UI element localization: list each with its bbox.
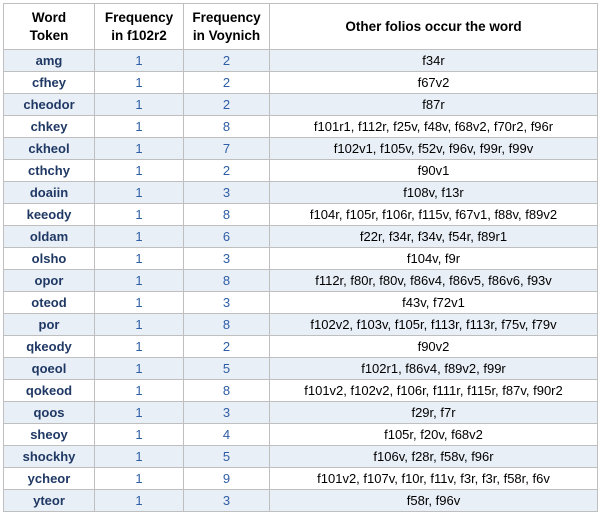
other-folios-cell: f29r, f7r: [270, 402, 598, 424]
header-other-folios: Other folios occur the word: [270, 4, 598, 50]
table-row: [4, 116, 598, 138]
frequency-f102r2-cell: 1: [95, 424, 184, 446]
frequency-voynich-cell: 3: [184, 182, 270, 204]
other-folios-cell: f105r, f20v, f68v2: [270, 424, 598, 446]
table-row: [4, 270, 598, 292]
frequency-f102r2-cell: 1: [95, 292, 184, 314]
frequency-f102r2-cell: 1: [95, 380, 184, 402]
other-folios-cell: f101v2, f102v2, f106r, f111r, f115r, f87v, f90r2: [270, 380, 598, 402]
table-wrapper: [3, 3, 598, 512]
other-folios-cell: f106v, f28r, f58v, f96r: [270, 446, 598, 468]
word-cell: shockhy: [4, 446, 95, 468]
frequency-voynich-cell: 8: [184, 204, 270, 226]
other-folios-cell: f90v1: [270, 160, 598, 182]
table-row: [4, 226, 598, 248]
frequency-f102r2-cell: 1: [95, 248, 184, 270]
other-folios-cell: f67v2: [270, 72, 598, 94]
frequency-f102r2-cell: 1: [95, 358, 184, 380]
table-row: [4, 204, 598, 226]
header-freq-v-line2: in Voynich: [192, 27, 261, 43]
word-cell: qkeody: [4, 336, 95, 358]
frequency-voynich-cell: 5: [184, 446, 270, 468]
word-cell: oteod: [4, 292, 95, 314]
table-row: [4, 72, 598, 94]
other-folios-cell: f102v1, f105v, f52v, f96v, f99r, f99v: [270, 138, 598, 160]
other-folios-cell: f102v2, f103v, f105r, f113r, f113r, f75v, f79v: [270, 314, 598, 336]
header-frequency-f102r2: [95, 4, 184, 50]
other-folios-cell: f104r, f105r, f106r, f115v, f67v1, f88v, f89v2: [270, 204, 598, 226]
frequency-voynich-cell: 5: [184, 358, 270, 380]
table-row: [4, 314, 598, 336]
word-cell: olsho: [4, 248, 95, 270]
other-folios-cell: f112r, f80r, f80v, f86v4, f86v5, f86v6, f93v: [270, 270, 598, 292]
frequency-voynich-cell: 8: [184, 380, 270, 402]
frequency-f102r2-cell: 1: [95, 50, 184, 72]
frequency-f102r2-cell: 1: [95, 138, 184, 160]
frequency-voynich-cell: 3: [184, 292, 270, 314]
word-cell: keeody: [4, 204, 95, 226]
table-row: [4, 490, 598, 512]
table-row: [4, 94, 598, 116]
other-folios-cell: f108v, f13r: [270, 182, 598, 204]
word-cell: oldam: [4, 226, 95, 248]
table-row: [4, 402, 598, 424]
other-folios-cell: f102r1, f86v4, f89v2, f99r: [270, 358, 598, 380]
word-frequency-table: [3, 3, 598, 512]
word-cell: opor: [4, 270, 95, 292]
word-cell: ycheor: [4, 468, 95, 490]
frequency-voynich-cell: 3: [184, 490, 270, 512]
frequency-f102r2-cell: 1: [95, 226, 184, 248]
frequency-voynich-cell: 8: [184, 116, 270, 138]
frequency-voynich-cell: 6: [184, 226, 270, 248]
word-cell: amg: [4, 50, 95, 72]
frequency-voynich-cell: 2: [184, 160, 270, 182]
word-cell: qoeol: [4, 358, 95, 380]
word-cell: cthchy: [4, 160, 95, 182]
header-word-token: [4, 4, 95, 50]
table-row: [4, 468, 598, 490]
frequency-f102r2-cell: 1: [95, 446, 184, 468]
table-row: [4, 160, 598, 182]
frequency-voynich-cell: 8: [184, 270, 270, 292]
frequency-f102r2-cell: 1: [95, 270, 184, 292]
other-folios-cell: f43v, f72v1: [270, 292, 598, 314]
header-freq-v-line1: Frequency: [192, 9, 261, 25]
header-freq-f-line1: Frequency: [104, 9, 174, 25]
header-row: [4, 4, 598, 50]
header-word-line1: Word: [31, 9, 67, 25]
other-folios-cell: f58r, f96v: [270, 490, 598, 512]
frequency-f102r2-cell: 1: [95, 490, 184, 512]
frequency-f102r2-cell: 1: [95, 94, 184, 116]
frequency-voynich-cell: 2: [184, 72, 270, 94]
header-word-line2: Token: [29, 27, 69, 43]
frequency-f102r2-cell: 1: [95, 160, 184, 182]
word-cell: doaiin: [4, 182, 95, 204]
frequency-f102r2-cell: 1: [95, 182, 184, 204]
other-folios-cell: f22r, f34r, f34v, f54r, f89r1: [270, 226, 598, 248]
frequency-voynich-cell: 3: [184, 248, 270, 270]
frequency-f102r2-cell: 1: [95, 72, 184, 94]
other-folios-cell: f34r: [270, 50, 598, 72]
table-row: [4, 248, 598, 270]
other-folios-cell: f90v2: [270, 336, 598, 358]
frequency-f102r2-cell: 1: [95, 314, 184, 336]
frequency-f102r2-cell: 1: [95, 336, 184, 358]
word-cell: ckheol: [4, 138, 95, 160]
word-cell: sheoy: [4, 424, 95, 446]
frequency-voynich-cell: 2: [184, 50, 270, 72]
word-cell: chkey: [4, 116, 95, 138]
frequency-voynich-cell: 3: [184, 402, 270, 424]
header-freq-f-line2: in f102r2: [111, 27, 167, 43]
word-cell: cheodor: [4, 94, 95, 116]
table-row: [4, 292, 598, 314]
other-folios-cell: f87r: [270, 94, 598, 116]
frequency-voynich-cell: 7: [184, 138, 270, 160]
table-row: [4, 336, 598, 358]
table-body: [4, 50, 598, 512]
table-row: [4, 358, 598, 380]
table-row: [4, 138, 598, 160]
frequency-voynich-cell: 4: [184, 424, 270, 446]
frequency-f102r2-cell: 1: [95, 116, 184, 138]
frequency-f102r2-cell: 1: [95, 204, 184, 226]
header-frequency-voynich: [184, 4, 270, 50]
word-cell: yteor: [4, 490, 95, 512]
other-folios-cell: f101v2, f107v, f10r, f11v, f3r, f3r, f58r, f6v: [270, 468, 598, 490]
frequency-voynich-cell: 8: [184, 314, 270, 336]
table-row: [4, 182, 598, 204]
word-cell: cfhey: [4, 72, 95, 94]
word-cell: qokeod: [4, 380, 95, 402]
table-row: [4, 446, 598, 468]
frequency-f102r2-cell: 1: [95, 402, 184, 424]
other-folios-cell: f101r1, f112r, f25v, f48v, f68v2, f70r2, f96r: [270, 116, 598, 138]
frequency-voynich-cell: 9: [184, 468, 270, 490]
word-cell: qoos: [4, 402, 95, 424]
table-row: [4, 50, 598, 72]
frequency-f102r2-cell: 1: [95, 468, 184, 490]
table-row: [4, 424, 598, 446]
table-row: [4, 380, 598, 402]
other-folios-cell: f104v, f9r: [270, 248, 598, 270]
word-cell: por: [4, 314, 95, 336]
frequency-voynich-cell: 2: [184, 336, 270, 358]
frequency-voynich-cell: 2: [184, 94, 270, 116]
